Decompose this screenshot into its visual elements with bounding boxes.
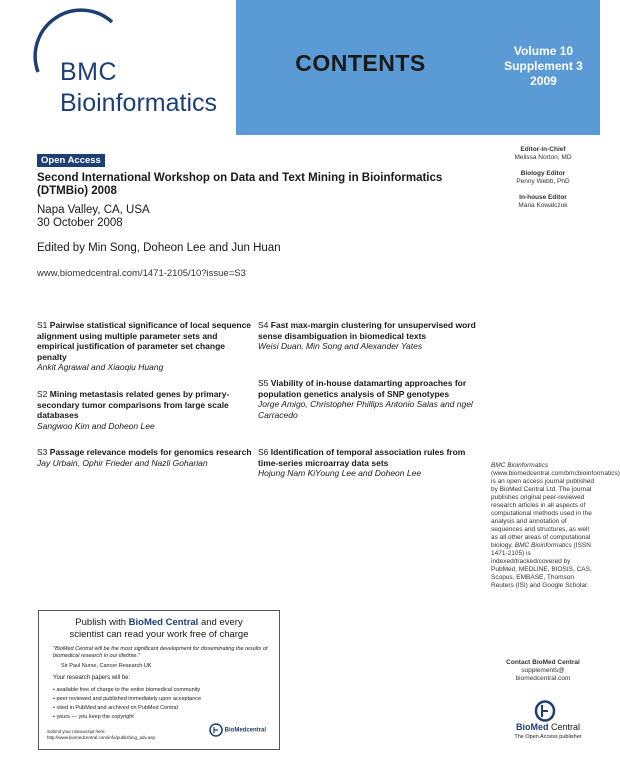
blurb-journal-name: BMC Bioinformatics xyxy=(514,542,572,549)
publisher-name xyxy=(498,722,598,732)
editor-role: Biology Editor xyxy=(520,170,566,177)
volume-label: Volume 10 xyxy=(513,44,574,58)
ad-headline-line2: scientist can read your work free of charge xyxy=(69,629,249,640)
article-number: S2 xyxy=(37,389,48,399)
blurb-text: (ISSN 1471-2105) is indexed/tracked/covered by PubMed, MEDLINE, BIOSIS, CAS, Scopus, EMBASE, Thomson Reuters (ISI) and Google Scholar. xyxy=(491,542,592,589)
editor-role: In-house Editor xyxy=(519,194,567,201)
open-access-badge: Open Access xyxy=(37,154,105,167)
editors-list xyxy=(488,146,598,210)
blurb-journal-name: BMC Bioinformatics xyxy=(491,462,549,469)
ad-headline-pre: Publish with xyxy=(75,617,129,628)
ad-logo xyxy=(209,723,266,737)
ad-submit xyxy=(47,729,155,741)
article-authors: Ankit Agrawal and Xiaoqiu Huang xyxy=(37,362,164,372)
contact-email-line2[interactable]: biomedcentral.com xyxy=(515,675,571,682)
ad-brand: BioMed Central xyxy=(128,617,199,628)
article-item[interactable] xyxy=(37,389,257,431)
editor-name: Melissa Norton, MD xyxy=(514,154,572,161)
article-authors: Weisi Duan, Min Song and Alexander Yates xyxy=(258,341,423,351)
article-number: S6 xyxy=(258,447,269,457)
article-title[interactable]: Mining metastasis related genes by primary-secondary tumor comparisons from large scale databases xyxy=(37,389,230,420)
ad-headline-post: and every xyxy=(198,617,243,628)
article-authors: Sangwoo Kim and Doheon Lee xyxy=(37,420,155,431)
contents-title: CONTENTS xyxy=(295,50,426,76)
ad-bullet: • peer reviewed and published immediately upon acceptance xyxy=(53,696,202,702)
ad-bullet-list xyxy=(53,686,201,722)
ad-quote-author: Sir Paul Nurse, Cancer Research UK xyxy=(61,663,152,669)
article-title[interactable]: Pairwise statistical significance of local sequence alignment using multiple parameter sets and empirical justification of parameter set change penalty xyxy=(37,320,252,362)
ad-bullet: • available free of charge to the entire biomedical community xyxy=(53,687,201,693)
workshop-title: Second International Workshop on Data and Text Mining in Bioinformatics (DTMBio) 2008 xyxy=(37,172,443,197)
article-item[interactable] xyxy=(258,378,478,420)
contact-email-line1[interactable]: supplements@ xyxy=(521,667,565,674)
publisher-tagline: The Open Access publisher xyxy=(514,734,582,740)
article-item[interactable] xyxy=(258,320,478,352)
contact-label: Contact BioMed Central xyxy=(506,659,580,666)
supplement-label: Supplement 3 xyxy=(504,59,583,73)
ad-logo-text: BioMedcentral xyxy=(224,727,267,734)
editor-role: Editor-in-Chief xyxy=(520,146,566,153)
ad-bullet: • cited in PubMed and archived on PubMed Central xyxy=(53,705,178,711)
article-authors: Jay Urbain, Ophir Frieder and Nazli Goharian xyxy=(37,457,208,468)
article-authors: Hojung Nam KiYoung Lee and Doheon Lee xyxy=(258,468,422,478)
blurb-text: (www.biomedcentral.com/bmcbioinformatics) is an open access journal published by BioMed Central Ltd. The journal publishes original peer-reviewed research articles in all aspects of computational methods used in the analysis and annotation of sequences and structures, as well as all other areas of computational biology. xyxy=(491,470,620,549)
publisher-name-central: Central xyxy=(548,722,580,732)
publisher-logo xyxy=(498,700,598,745)
edited-by: Edited by Min Song, Doheon Lee and Jun Huan xyxy=(37,242,281,254)
ad-your-papers: Your research papers will be: xyxy=(53,675,131,681)
article-number: S1 xyxy=(37,320,48,330)
volume-info xyxy=(490,44,597,89)
logo-journal-name: Bioinformatics xyxy=(60,89,217,117)
article-title[interactable]: Fast max-margin clustering for unsupervised word sense disambiguation in biomedical texts xyxy=(258,320,476,341)
editor-name: Penny Webb, PhD xyxy=(516,178,570,185)
ad-submit-url[interactable]: http://www.biomedcentral.com/info/publishing_adv.asp xyxy=(47,735,155,740)
ad-submit-label: Submit your manuscript here: xyxy=(47,729,106,734)
journal-blurb xyxy=(491,462,620,590)
article-authors: Jorge Amigo, Christopher Phillips Antonio Salas and ngel Carracedo xyxy=(258,399,473,420)
article-number: S4 xyxy=(258,320,269,330)
contact-info xyxy=(488,659,598,683)
publisher-name-bio: BioMed xyxy=(515,722,549,732)
biomed-central-icon xyxy=(532,700,558,722)
article-item[interactable] xyxy=(37,320,257,373)
year-label: 2009 xyxy=(530,74,557,88)
editor-name: Maria Kowalczuk xyxy=(518,202,568,209)
issue-url[interactable]: www.biomedcentral.com/1471-2105/10?issue=S3 xyxy=(37,268,246,279)
article-number: S5 xyxy=(258,378,269,388)
article-number: S3 xyxy=(37,447,48,457)
ad-logo-icon xyxy=(209,723,223,737)
article-item[interactable] xyxy=(258,447,478,479)
article-item[interactable] xyxy=(37,447,257,468)
workshop-location: Napa Valley, CA, USA xyxy=(37,204,150,216)
journal-logo xyxy=(20,14,240,124)
article-title[interactable]: Identification of temporal association rules from time-series microarray data sets xyxy=(258,447,466,468)
publish-ad xyxy=(38,610,280,750)
logo-abbrev: BMC xyxy=(60,58,118,86)
ad-bullet: • yours — you keep the copyright xyxy=(53,714,134,720)
article-title[interactable]: Viability of in-house datamarting approaches for population genetics analysis of SNP genotypes xyxy=(258,378,467,399)
ad-quote: "BioMed Central will be the most significant development for disseminating the results of biomedical research in our lifetime." xyxy=(53,646,268,659)
ad-headline xyxy=(39,617,279,641)
workshop-date: 30 October 2008 xyxy=(37,217,123,229)
article-title[interactable]: Passage relevance models for genomics research xyxy=(49,447,252,457)
